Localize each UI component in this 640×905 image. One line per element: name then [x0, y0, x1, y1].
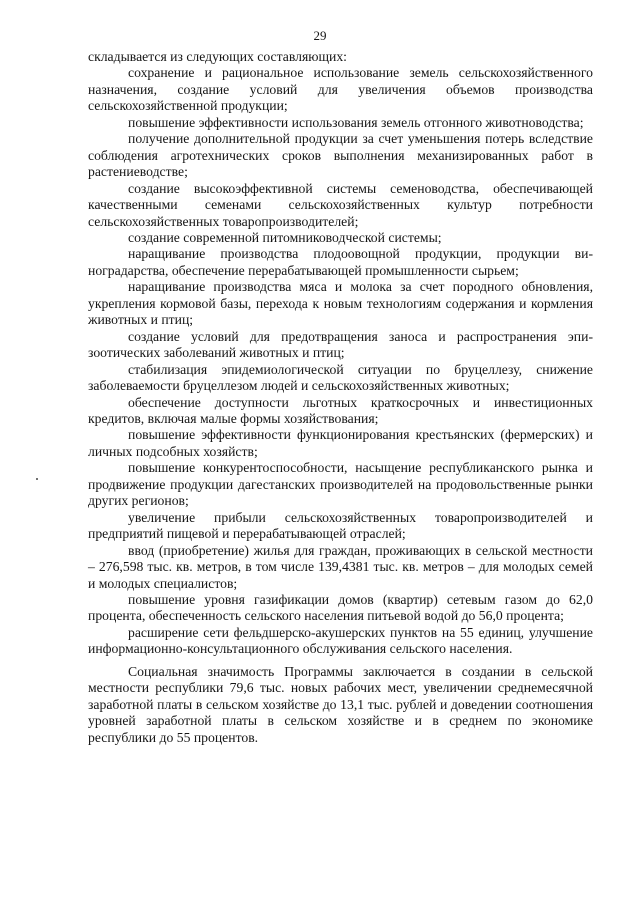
page-number: 29: [313, 28, 327, 43]
list-item-seed-system: создание высокоэффективной системы семеноводства, обеспечивающей качественными семенами сельскохозяйственных культур потребности сельскохозяйственных товаропроизводителей;: [88, 180, 593, 229]
list-item-additional-production: получение дополнительной продукции за счет уменьшения потерь вследствие соблюдения агротехнических сроков выполнения механизированных работ в растениеводстве;: [88, 131, 593, 180]
paragraph-intro: складывается из следующих составляющих:: [88, 49, 347, 64]
list-item-farm-efficiency: повышение эффективности функционирования крестьянских (фермерских) и личных подсобных хозяйств;: [88, 427, 593, 459]
list-item-profit: увеличение прибыли сельскохозяйственных товаропроизводителей и предприятий пищевой и перерабатывающей отраслей;: [88, 509, 593, 542]
list-item-land-use: сохранение и рациональное использование земель сельскохозяйственного назначения, создание условий для увеличения объемов производства сельскохозяйственной продукции;: [88, 65, 593, 114]
list-item-gasification: повышение уровня газификации домов (квартир) сетевым газом до 62,0 процента, обеспеченность сельского населения питьевой водой до 56,0 процента;: [88, 591, 593, 624]
list-item-housing: ввод (приобретение) жилья для граждан, проживающих в сельской местности – 276,598 тыс. кв. метров, в том числе 139,4381 тыс. кв. метров – для молодых семей и молодых специалистов;: [88, 542, 593, 591]
list-item-brucellosis: стабилизация эпидемиологической ситуации по бруцеллезу, снижение заболеваемости бруцеллезом людей и сельскохозяйственных животных;: [88, 361, 593, 394]
document-body: [88, 49, 593, 746]
list-item-credits: обеспечение доступности льготных краткосрочных и инвестиционных кредитов, включая малые формы хозяйствования;: [88, 394, 593, 426]
list-item-nursery-system: создание современной питомниководческой системы;: [128, 229, 442, 245]
list-item-medical-points: расширение сети фельдшерско-акушерских пунктов на 55 единиц, улучшение информационно-консультационного обслуживания сельского населения.: [88, 624, 593, 657]
list-item-epizootic-prevention: создание условий для предотвращения заноса и распространения эпизоотических заболеваний животных и птиц;: [88, 328, 593, 361]
list-item-fruit-vegetable: наращивание производства плодоовощной продукции, продукции виноградарства, обеспечение перерабатывающей промышленности сырьем;: [88, 246, 593, 278]
list-item-meat-milk: наращивание производства мяса и молока за счет породного обновления, укрепления кормовой базы, перехода к новым технологиям содержания и кормления животных и птиц;: [88, 279, 593, 328]
list-item-competitiveness: повышение конкурентоспособности, насыщение республиканского рынка и продвижение продукции дагестанских производителей на продовольственные рынки других регионов;: [88, 460, 593, 509]
paragraph-social-significance: Социальная значимость Программы заключается в создании в сельской местности республики 79,6 тыс. новых рабочих мест, увеличении среднемесячной заработной платы в сельском хозяйстве до 13,1 тыс. рублей и доведении соотношения уровней заработной платы в сельском хозяйстве и в среднем по экономике республики до 55 процентов.: [88, 663, 593, 745]
scan-speck: [36, 478, 38, 480]
list-item-pasture-efficiency: повышение эффективности использования земель отгонного животноводства;: [128, 114, 584, 130]
